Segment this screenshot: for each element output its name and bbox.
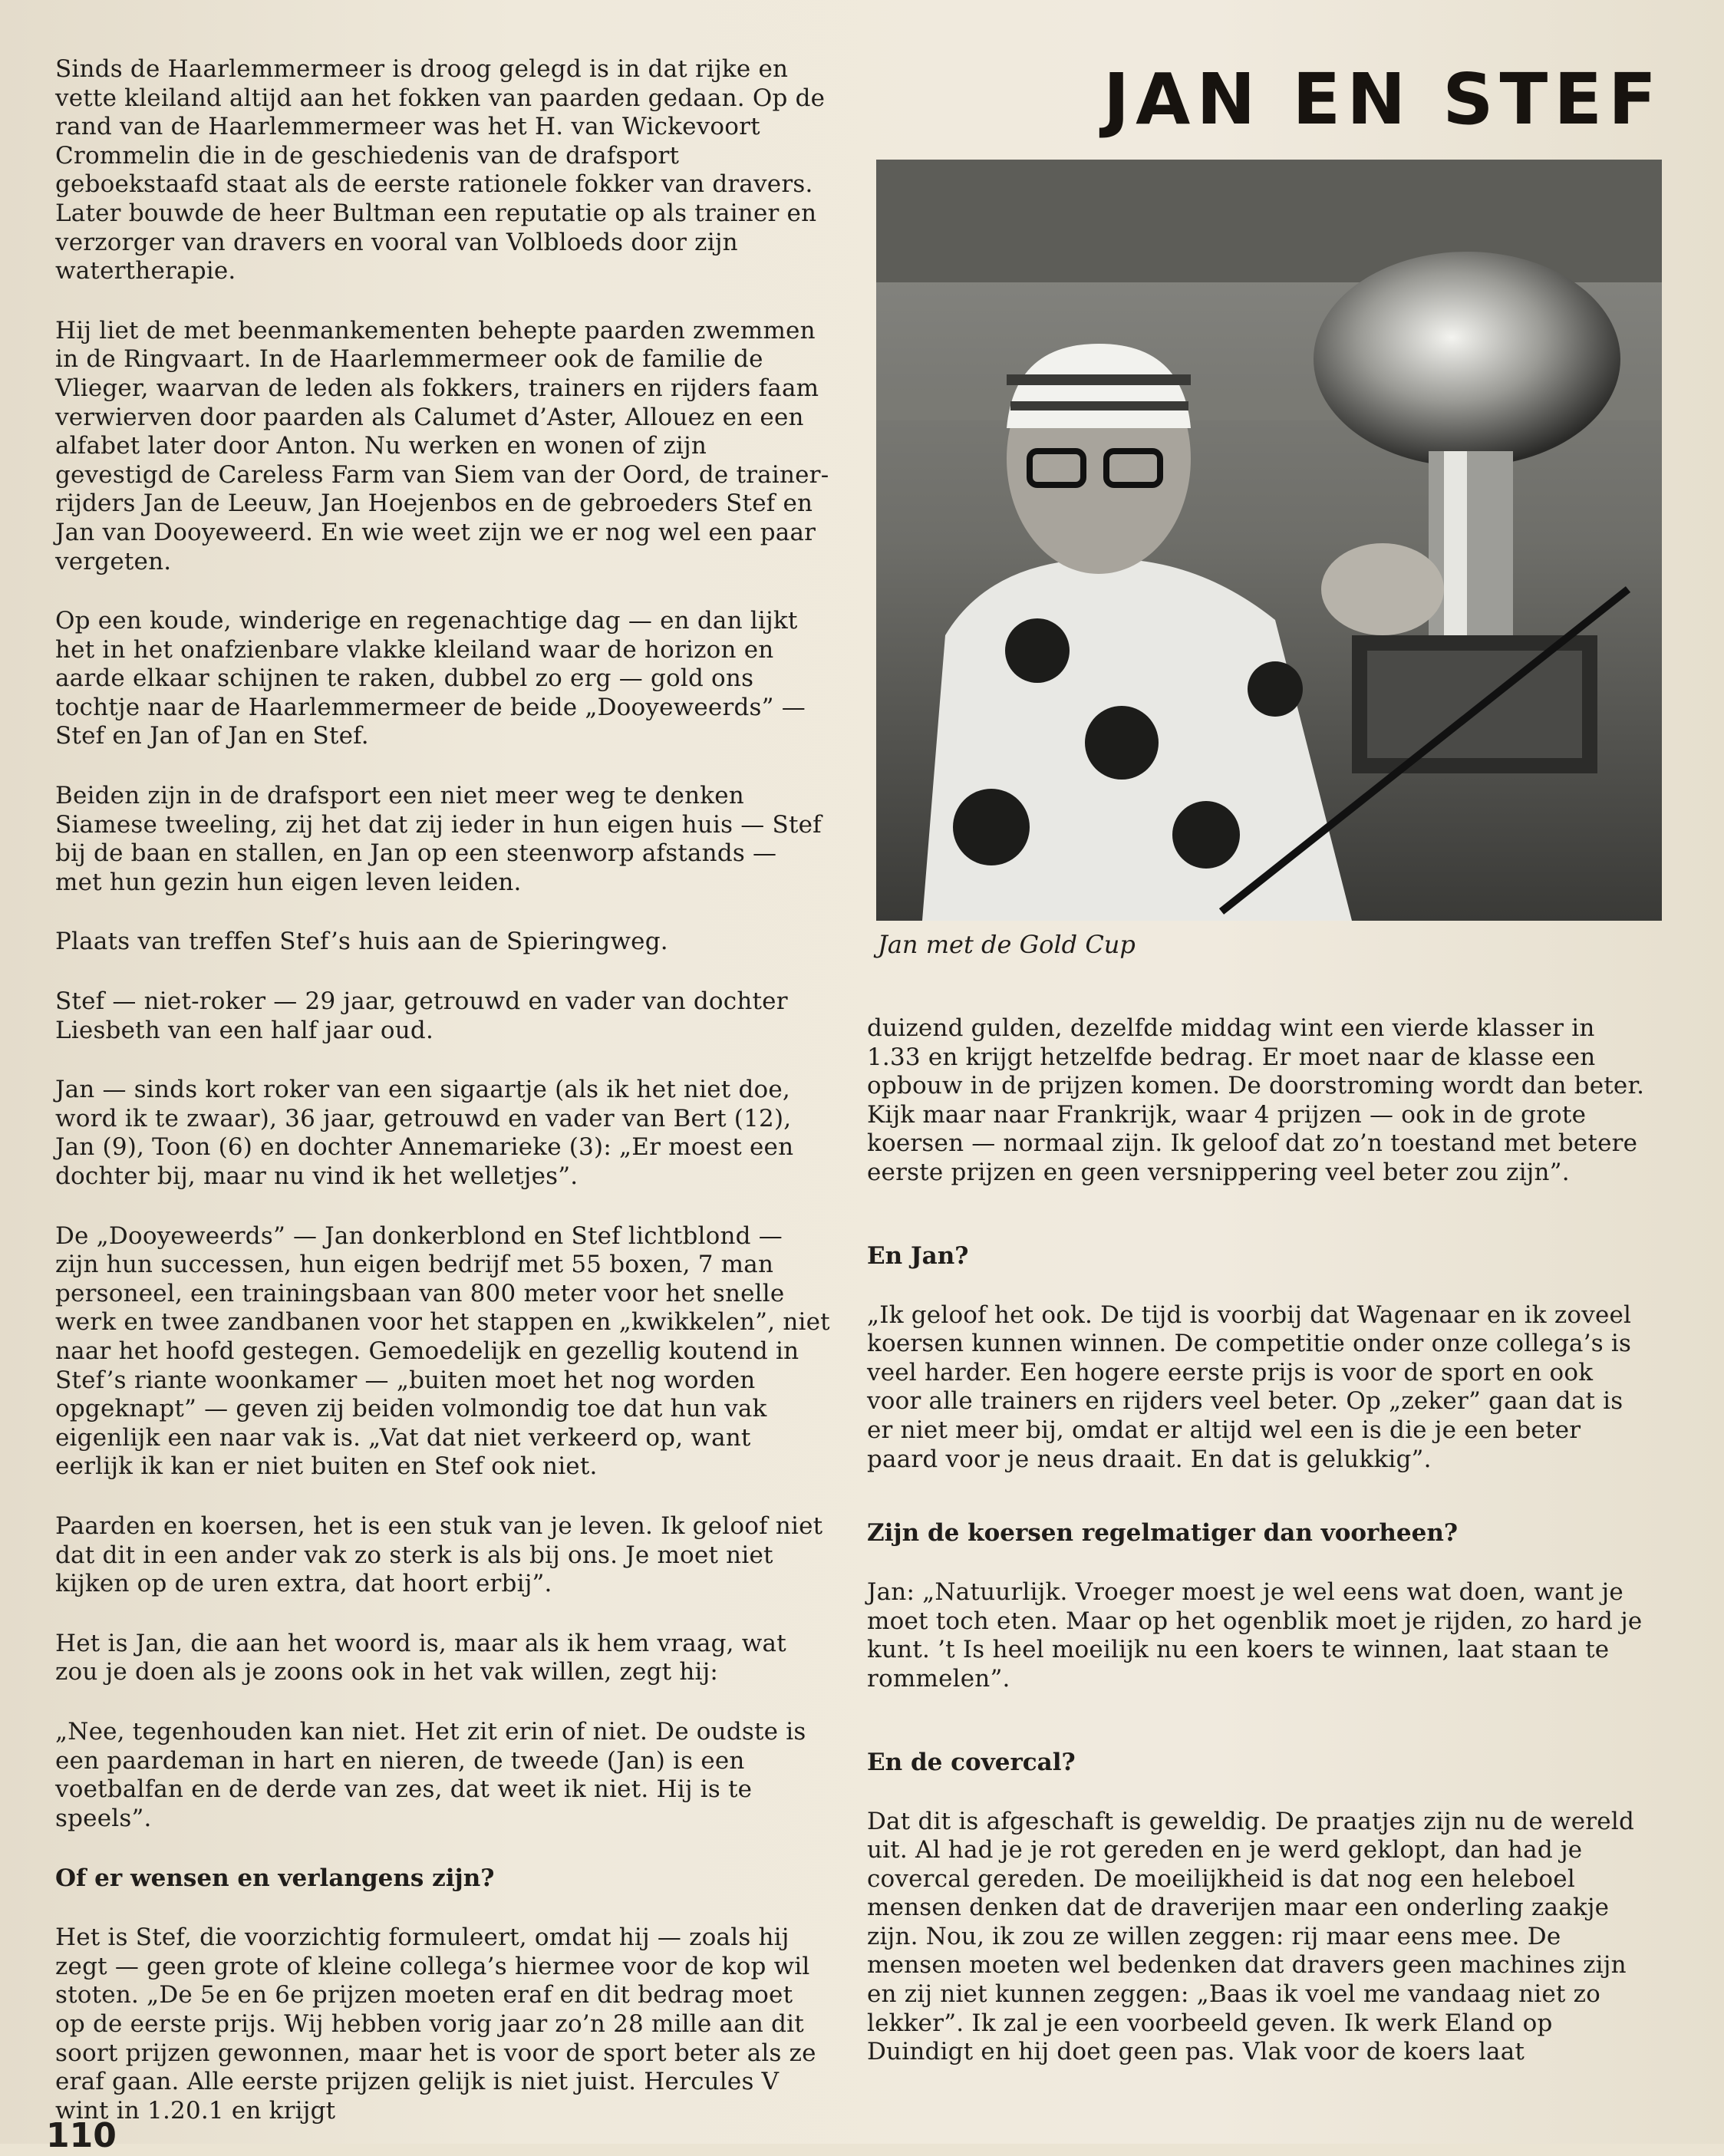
article-headline: JAN EN STEF: [1103, 58, 1663, 140]
photo-jan-gold-cup: [876, 160, 1662, 921]
paragraph: Jan — sinds kort roker van een sigaartje (als ik het niet doe, word ik te zwaar), 36 jaar, getrouwd en vader van Bert (12), Jan (9), Toon (6) en dochter Annemarieke (3): „Er moest een dochter bij, maar nu vind ik het welletjes”.: [55, 1076, 794, 1190]
paragraph: „Ik geloof het ook. De tijd is voorbij dat Wagenaar en ik zoveel koersen kunnen winnen. De competitie onder onze collega’s is veel harder. Een hogere eerste prijs is voor de sport en ook voor alle trainers en rijders veel beter. Op „zeker” gaan dat is er niet meer bij, omdat er altijd wel een is die je een beter paard voor je neus draait. En dat is gelukkig”.: [867, 1301, 1632, 1473]
subheading: Zijn de koersen regelmatiger dan voorheen?: [867, 1519, 1459, 1548]
right-column: [867, 1014, 1650, 2098]
paragraph: „Nee, tegenhouden kan niet. Het zit erin of niet. De oudste is een paardeman in hart en nieren, de tweede (Jan) is een voetbalfan en de derde van zes, dat weet ik niet. Hij is te speels”.: [55, 1717, 806, 1832]
paragraph: Dat dit is afgeschaft is geweldig. De praatjes zijn nu de wereld uit. Al had je je rot gereden en je werd geklopt, dan had je covercal gereden. De moeilijkheid is dat nog een heleboel mensen denken dat de draverijen maar een onderling zaakje zijn. Nou, ik zou ze willen zeggen: rij maar eens mee. De mensen moeten wel bedenken dat dravers geen machines zijn en zij niet kunnen zeggen: „Baas ik voel me vandaag niet zo lekker”. Ik zal je een voorbeeld geven. Ik werk Eland op Duindigt en hij doet geen pas. Vlak voor de koers laat: [867, 1807, 1634, 2066]
paragraph: duizend gulden, dezelfde middag wint een vierde klasser in 1.33 en krijgt hetzelfde bedrag. Er moet naar de klasse een opbouw in de prijzen komen. De doorstroming wordt dan beter. Kijk maar naar Frankrijk, waar 4 prijzen — ook in de grote koersen — normaal zijn. Ik geloof dat zo’n toestand met betere eerste prijzen en geen versnippering veel beter zou zijn”.: [867, 1014, 1645, 1186]
paragraph: Stef — niet-roker — 29 jaar, getrouwd en vader van dochter Liesbeth van een half jaar oud.: [55, 987, 788, 1044]
paragraph: Sinds de Haarlemmermeer is droog gelegd is in dat rijke en vette kleiland altijd aan het fokken van paarden gedaan. Op de rand van de Haarlemmermeer was het H. van Wickevoort Crommelin die in de geschiedenis van de drafsport geboekstaafd staat als de eerste rationele fokker van dravers. Later bouwde de heer Bultman een reputatie op als trainer en verzorger van dravers en vooral van Volbloeds door zijn watertherapie.: [55, 55, 826, 285]
paragraph: Plaats van treffen Stef’s huis aan de Spieringweg.: [55, 928, 668, 956]
subheading: En Jan?: [867, 1241, 969, 1270]
paragraph: De „Dooyeweerds” — Jan donkerblond en Stef lichtblond — zijn hun successen, hun eigen bedrijf met 55 boxen, 7 man personeel, een trainingsbaan van 800 meter voor het snelle werk en twee zandbanen voor het stappen en „kwikkelen”, niet naar het hoofd gestegen. Gemoedelijk en gezellig koutend in Stef’s riante woonkamer — „buiten moet het nog worden opgeknapt” — geven zij beiden volmondig toe dat hun vak eigenlijk een naar vak is. „Vat dat niet verkeerd op, want eerlijk ik kan er niet buiten en Stef ook niet.: [55, 1221, 830, 1481]
paragraph: Het is Jan, die aan het woord is, maar als ik hem vraag, wat zou je doen als je zoons ook in het vak willen, zegt hij:: [55, 1629, 786, 1686]
paragraph: Beiden zijn in de drafsport een niet meer weg te denken Siamese tweeling, zij het dat zij ieder in hun eigen huis — Stef bij de baan en stallen, en Jan op een steenworp afstands — met hun gezin hun eigen leven leiden.: [55, 782, 822, 896]
subheading: Of er wensen en verlangens zijn?: [55, 1864, 495, 1893]
paragraph: Het is Stef, die voorzichtig formuleert, omdat hij — zoals hij zegt — geen grote of kleine collega’s hiermee voor de kop wil stoten. „De 5e en 6e prijzen moeten eraf en dit bedrag moet op de eerste prijs. Wij hebben vorig jaar zo’n 28 mille aan dit soort prijzen gewonnen, maar het is voor de sport beter als ze eraf gaan. Alle eerste prijzen gelijk is niet juist. Hercules V wint in 1.20.1 en krijgt: [55, 1924, 816, 2125]
paragraph: Hij liet de met beenmankementen behepte paarden zwemmen in de Ringvaart. In de Haarlemmermeer ook de familie de Vlieger, waarvan de leden als fokkers, trainers en rijders faam verwierven door paarden als Calumet d’Aster, Allouez en een alfabet later door Anton. Nu werken en wonen of zijn gevestigd de Careless Farm van Siem van der Oord, de trainer-rijders Jan de Leeuw, Jan Hoejenbos en de gebroeders Stef en Jan van Dooyeweerd. En wie weet zijn we er nog wel een paar vergeten.: [55, 316, 829, 575]
left-column: [55, 55, 830, 2156]
paragraph: Paarden en koersen, het is een stuk van je leven. Ik geloof niet dat dit in een ander vak zo sterk is als bij ons. Je moet niet kijken op de uren extra, dat hoort erbij”.: [55, 1512, 823, 1598]
photo-illustration: [876, 160, 1662, 921]
paragraph: Jan: „Natuurlijk. Vroeger moest je wel eens wat doen, want je moet toch eten. Maar op het ogenblik moet je rijden, zo hard je kunt. ’t Is heel moeilijk nu een koers te winnen, laat staan te rommelen”.: [867, 1578, 1643, 1693]
photo-caption: Jan met de Gold Cup: [878, 930, 1136, 959]
paragraph: Op een koude, winderige en regenachtige dag — en dan lijkt het in het onafzienbare vlakke kleiland waar de horizon en aarde elkaar schijnen te raken, dubbel zo erg — gold ons tochtje naar de Haarlemmermeer de beide „Dooyeweerds” — Stef en Jan of Jan en Stef.: [55, 607, 806, 750]
subheading: En de covercal?: [867, 1748, 1076, 1776]
page-number: 110: [46, 2116, 117, 2155]
